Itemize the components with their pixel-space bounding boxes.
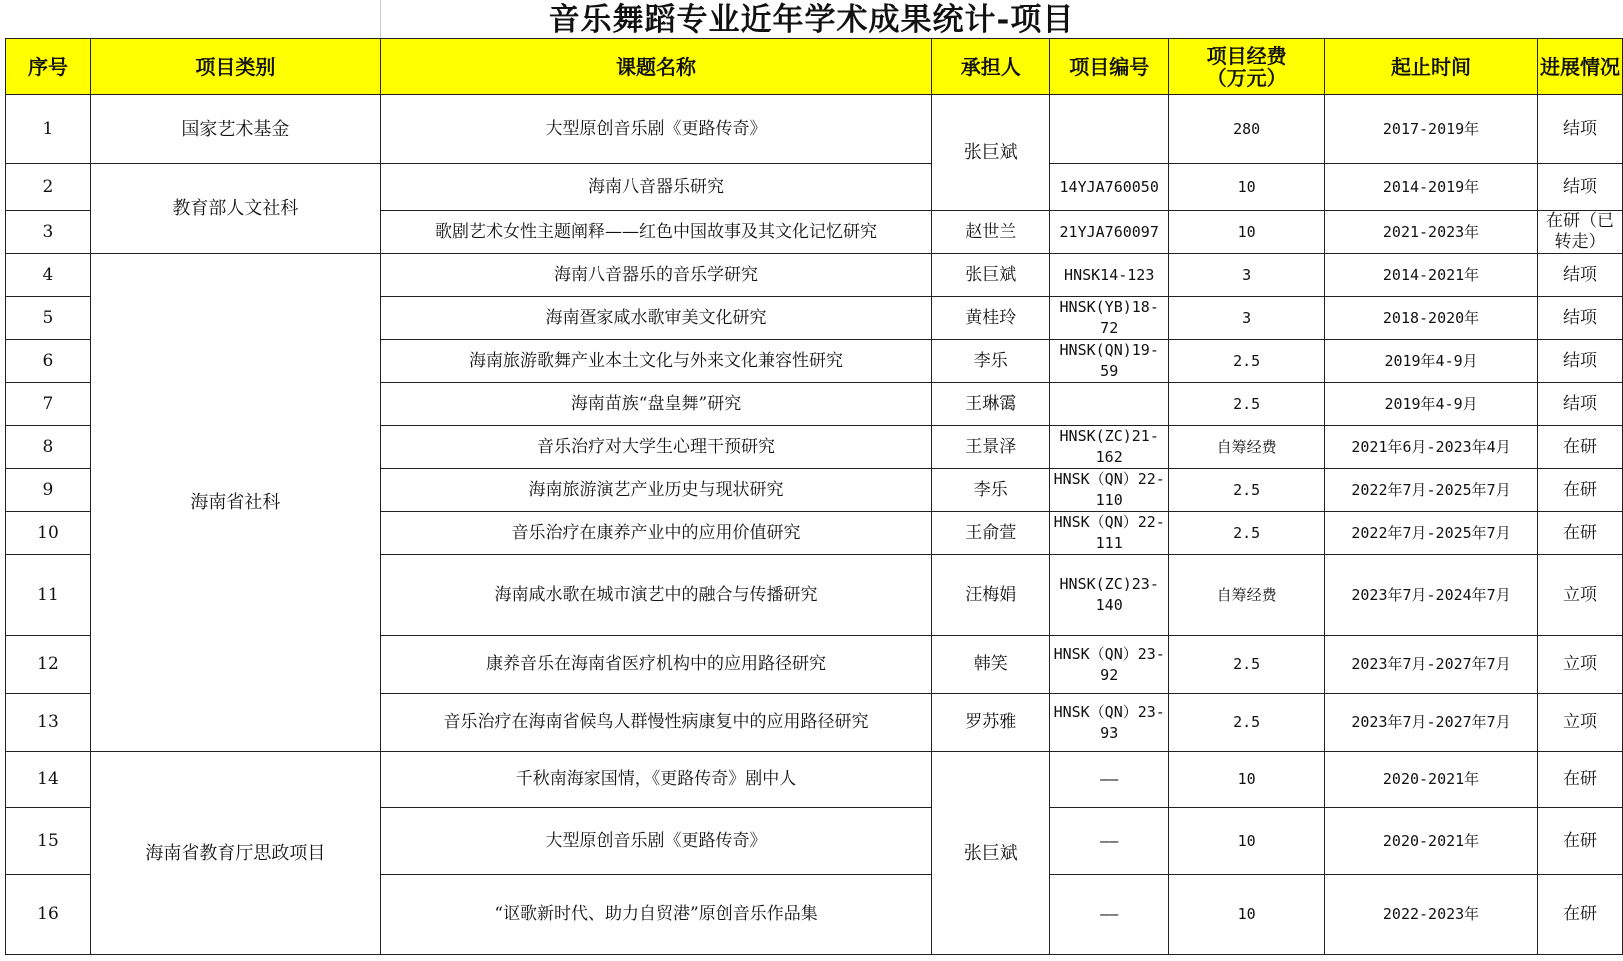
cell-category-merged[interactable]: 教育部人文社科: [90, 164, 380, 254]
cell-name[interactable]: 歌剧艺术女性主题阐释——红色中国故事及其文化记忆研究: [380, 211, 932, 254]
cell-person[interactable]: 黄桂玲: [932, 297, 1050, 340]
projects-table: [5, 38, 1623, 955]
cell-code[interactable]: ——: [1050, 752, 1169, 808]
table-row: [6, 95, 1623, 164]
cell-code[interactable]: HNSK(YB)18-72: [1050, 297, 1169, 340]
cell-person[interactable]: 李乐: [932, 469, 1050, 512]
cell-no[interactable]: 13: [6, 694, 91, 752]
cell-status[interactable]: 在研: [1537, 469, 1622, 512]
header-period[interactable]: 起止时间: [1325, 39, 1538, 95]
cell-category-merged[interactable]: 海南省社科: [90, 254, 380, 752]
cell-period[interactable]: 2020-2021年: [1325, 752, 1538, 808]
cell-status[interactable]: 结项: [1537, 164, 1622, 211]
cell-status[interactable]: 在研: [1537, 512, 1622, 555]
cell-status[interactable]: 结项: [1537, 254, 1622, 297]
cell-name[interactable]: 海南旅游歌舞产业本土文化与外来文化兼容性研究: [380, 340, 932, 383]
cell-period[interactable]: 2018-2020年: [1325, 297, 1538, 340]
table-row: [6, 254, 1623, 297]
cell-code[interactable]: HNSK（QN）23-93: [1050, 694, 1169, 752]
cell-period[interactable]: 2020-2021年: [1325, 808, 1538, 875]
cell-name[interactable]: 海南疍家咸水歌审美文化研究: [380, 297, 932, 340]
cell-person[interactable]: 汪梅娟: [932, 555, 1050, 636]
cell-period[interactable]: 2014-2019年: [1325, 164, 1538, 211]
cell-name[interactable]: 海南咸水歌在城市演艺中的融合与传播研究: [380, 555, 932, 636]
cell-funding[interactable]: 2.5: [1169, 636, 1325, 694]
cell-status[interactable]: 在研: [1537, 752, 1622, 808]
cell-code[interactable]: 14YJA760050: [1050, 164, 1169, 211]
cell-category-merged[interactable]: 海南省教育厅思政项目: [90, 752, 380, 955]
cell-code[interactable]: HNSK(ZC)23-140: [1050, 555, 1169, 636]
cell-person[interactable]: 韩笑: [932, 636, 1050, 694]
cell-code[interactable]: ——: [1050, 808, 1169, 875]
cell-name[interactable]: 音乐治疗在海南省候鸟人群慢性病康复中的应用路径研究: [380, 694, 932, 752]
header-row: [6, 39, 1623, 95]
cell-no[interactable]: 1: [6, 95, 91, 164]
cell-name[interactable]: 音乐治疗在康养产业中的应用价值研究: [380, 512, 932, 555]
header-name[interactable]: 课题名称: [380, 39, 932, 95]
cell-funding[interactable]: 自筹经费: [1169, 555, 1325, 636]
cell-no[interactable]: 8: [6, 426, 91, 469]
cell-name[interactable]: “讴歌新时代、助力自贸港”原创音乐作品集: [380, 875, 932, 955]
cell-status[interactable]: 在研: [1537, 426, 1622, 469]
cell-period[interactable]: 2023年7月-2027年7月: [1325, 636, 1538, 694]
cell-period[interactable]: 2019年4-9月: [1325, 340, 1538, 383]
cell-period[interactable]: 2019年4-9月: [1325, 383, 1538, 426]
gridline: [380, 0, 381, 38]
cell-person[interactable]: 赵世兰: [932, 211, 1050, 254]
cell-funding[interactable]: 10: [1169, 808, 1325, 875]
cell-name[interactable]: 康养音乐在海南省医疗机构中的应用路径研究: [380, 636, 932, 694]
cell-no[interactable]: 16: [6, 875, 91, 955]
cell-status[interactable]: 在研（已转走）: [1537, 211, 1622, 254]
cell-code[interactable]: HNSK(QN)19-59: [1050, 340, 1169, 383]
cell-period[interactable]: 2022-2023年: [1325, 875, 1538, 955]
header-funding-line1: 项目经费: [1206, 43, 1287, 68]
header-no[interactable]: 序号: [6, 39, 91, 95]
cell-period[interactable]: 2017-2019年: [1325, 95, 1538, 164]
cell-no[interactable]: 2: [6, 164, 91, 211]
cell-code[interactable]: ——: [1050, 875, 1169, 955]
cell-funding[interactable]: 2.5: [1169, 694, 1325, 752]
cell-funding[interactable]: 10: [1169, 211, 1325, 254]
cell-funding[interactable]: 2.5: [1169, 383, 1325, 426]
cell-code[interactable]: [1050, 95, 1169, 164]
cell-status[interactable]: 结项: [1537, 340, 1622, 383]
cell-status[interactable]: 结项: [1537, 95, 1622, 164]
cell-no[interactable]: 5: [6, 297, 91, 340]
cell-no[interactable]: 12: [6, 636, 91, 694]
header-funding[interactable]: [1169, 39, 1325, 95]
cell-no[interactable]: 9: [6, 469, 91, 512]
cell-no[interactable]: 3: [6, 211, 91, 254]
cell-name[interactable]: 音乐治疗对大学生心理干预研究: [380, 426, 932, 469]
cell-code[interactable]: [1050, 383, 1169, 426]
cell-name[interactable]: 海南八音器乐的音乐学研究: [380, 254, 932, 297]
cell-period[interactable]: 2023年7月-2024年7月: [1325, 555, 1538, 636]
cell-funding[interactable]: 2.5: [1169, 512, 1325, 555]
cell-name[interactable]: 大型原创音乐剧《更路传奇》: [380, 95, 932, 164]
cell-person-merged[interactable]: 张巨斌: [932, 752, 1050, 955]
table-row: [6, 164, 1623, 211]
cell-name[interactable]: 海南八音器乐研究: [380, 164, 932, 211]
cell-period[interactable]: 2023年7月-2027年7月: [1325, 694, 1538, 752]
cell-no[interactable]: 14: [6, 752, 91, 808]
cell-person[interactable]: 王俞萱: [932, 512, 1050, 555]
cell-no[interactable]: 4: [6, 254, 91, 297]
cell-no[interactable]: 6: [6, 340, 91, 383]
cell-no[interactable]: 15: [6, 808, 91, 875]
cell-period[interactable]: 2022年7月-2025年7月: [1325, 512, 1538, 555]
cell-funding[interactable]: 3: [1169, 254, 1325, 297]
cell-funding[interactable]: 自筹经费: [1169, 426, 1325, 469]
cell-name[interactable]: 海南苗族“盘皇舞”研究: [380, 383, 932, 426]
cell-funding[interactable]: 3: [1169, 297, 1325, 340]
cell-funding[interactable]: 2.5: [1169, 469, 1325, 512]
cell-status[interactable]: 结项: [1537, 383, 1622, 426]
cell-person-merged[interactable]: 张巨斌: [932, 95, 1050, 211]
cell-name[interactable]: 海南旅游演艺产业历史与现状研究: [380, 469, 932, 512]
cell-no[interactable]: 11: [6, 555, 91, 636]
cell-code[interactable]: HNSK（QN）23-92: [1050, 636, 1169, 694]
cell-no[interactable]: 10: [6, 512, 91, 555]
cell-category[interactable]: 国家艺术基金: [90, 95, 380, 164]
header-category[interactable]: 项目类别: [90, 39, 380, 95]
cell-person[interactable]: 王景泽: [932, 426, 1050, 469]
cell-person[interactable]: 王琳霭: [932, 383, 1050, 426]
cell-period[interactable]: 2014-2021年: [1325, 254, 1538, 297]
cell-status[interactable]: 立项: [1537, 555, 1622, 636]
cell-name[interactable]: 千秋南海家国情，《更路传奇》剧中人: [380, 752, 932, 808]
cell-code[interactable]: HNSK（QN）22-111: [1050, 512, 1169, 555]
cell-person[interactable]: 李乐: [932, 340, 1050, 383]
header-funding-line2: （万元）: [1206, 65, 1287, 90]
cell-funding[interactable]: 10: [1169, 875, 1325, 955]
cell-status[interactable]: 在研: [1537, 875, 1622, 955]
cell-funding[interactable]: 280: [1169, 95, 1325, 164]
cell-status[interactable]: 立项: [1537, 636, 1622, 694]
cell-period[interactable]: 2021-2023年: [1325, 211, 1538, 254]
cell-funding[interactable]: 2.5: [1169, 340, 1325, 383]
header-person[interactable]: 承担人: [932, 39, 1050, 95]
table-row: [6, 752, 1623, 808]
sheet-title: 音乐舞蹈专业近年学术成果统计-项目: [548, 2, 1075, 38]
cell-status[interactable]: 立项: [1537, 694, 1622, 752]
cell-no[interactable]: 7: [6, 383, 91, 426]
cell-name[interactable]: 大型原创音乐剧《更路传奇》: [380, 808, 932, 875]
cell-funding[interactable]: 10: [1169, 164, 1325, 211]
header-code[interactable]: 项目编号: [1050, 39, 1169, 95]
cell-code[interactable]: 21YJA760097: [1050, 211, 1169, 254]
cell-code[interactable]: HNSK(ZC)21-162: [1050, 426, 1169, 469]
cell-code[interactable]: HNSK（QN）22-110: [1050, 469, 1169, 512]
cell-person[interactable]: 张巨斌: [932, 254, 1050, 297]
cell-period[interactable]: 2022年7月-2025年7月: [1325, 469, 1538, 512]
cell-status[interactable]: 在研: [1537, 808, 1622, 875]
cell-person[interactable]: 罗苏雅: [932, 694, 1050, 752]
cell-period[interactable]: 2021年6月-2023年4月: [1325, 426, 1538, 469]
cell-funding[interactable]: 10: [1169, 752, 1325, 808]
header-status[interactable]: 进展情况: [1537, 39, 1622, 95]
cell-status[interactable]: 结项: [1537, 297, 1622, 340]
cell-code[interactable]: HNSK14-123: [1050, 254, 1169, 297]
